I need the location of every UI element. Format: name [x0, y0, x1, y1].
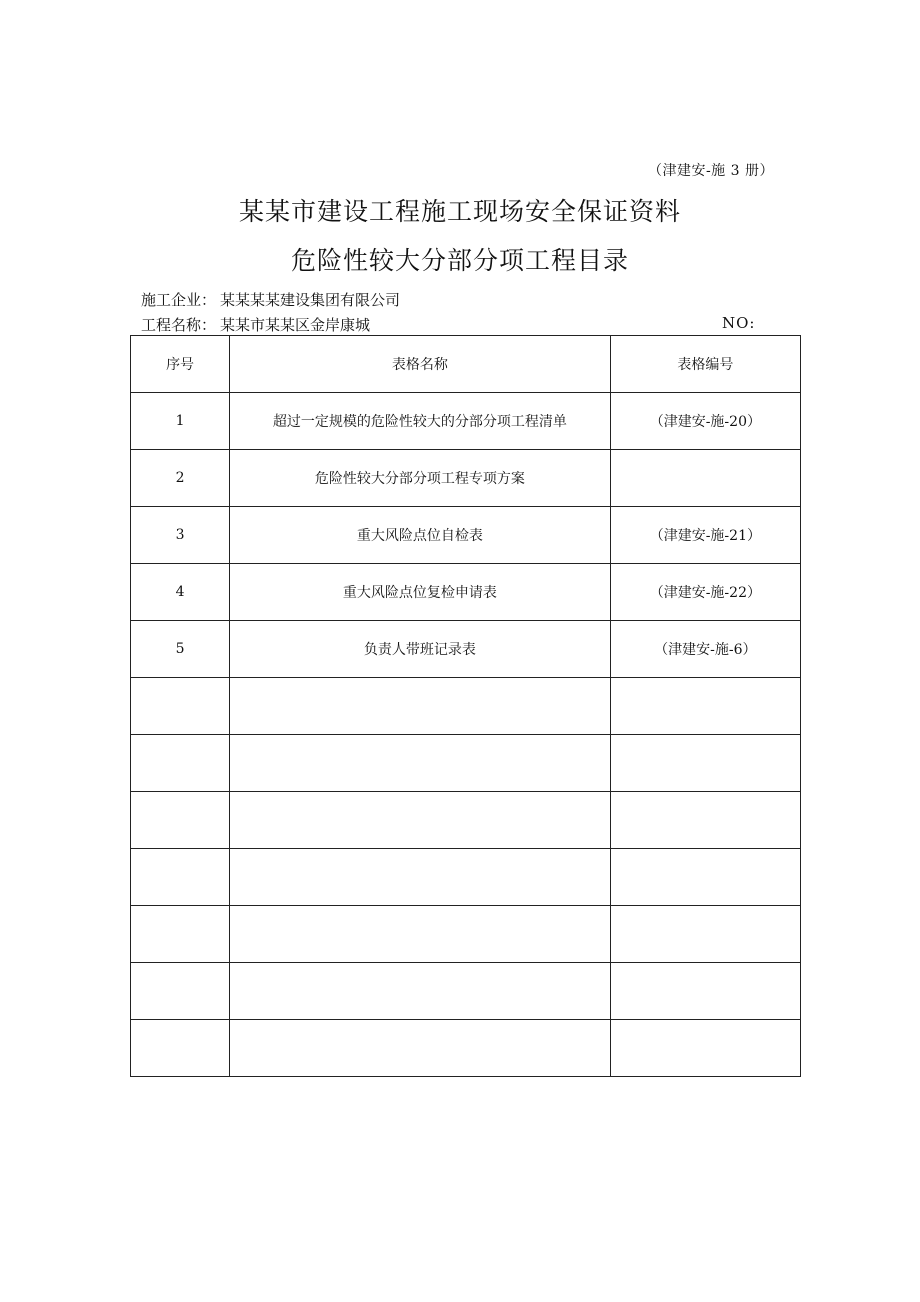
- cell-serial: [131, 963, 230, 1020]
- cell-form-name: 负责人带班记录表: [230, 621, 611, 678]
- table-row: [131, 450, 801, 507]
- project-value: 某某市某某区金岸康城: [220, 316, 371, 334]
- cell-form-name: [230, 906, 611, 963]
- cell-form-code: [610, 1020, 800, 1077]
- cell-form-name: 重大风险点位复检申请表: [230, 564, 611, 621]
- cell-form-name: [230, 678, 611, 735]
- number-label: NO:: [722, 314, 756, 332]
- table-row: [131, 849, 801, 906]
- cell-form-name: 重大风险点位自检表: [230, 507, 611, 564]
- cell-form-code: [610, 735, 800, 792]
- document-subtitle: 危险性较大分部分项工程目录: [290, 246, 629, 275]
- cell-serial: 1: [131, 393, 230, 450]
- cell-form-code: [610, 450, 800, 507]
- cell-form-name: [230, 963, 611, 1020]
- table-row: [131, 735, 801, 792]
- header-form-code: 表格编号: [610, 336, 800, 393]
- cell-form-code: （津建安-施-22）: [610, 564, 800, 621]
- table-row: [131, 393, 801, 450]
- table-header-row: [131, 336, 801, 393]
- cell-serial: [131, 678, 230, 735]
- document-title: 某某市建设工程施工现场安全保证资料: [238, 197, 681, 226]
- table-row: [131, 963, 801, 1020]
- cell-serial: [131, 735, 230, 792]
- cell-serial: [131, 792, 230, 849]
- table-row: [131, 906, 801, 963]
- cell-form-code: [610, 963, 800, 1020]
- company-value: 某某某某建设集团有限公司: [220, 291, 401, 309]
- cell-serial: [131, 1020, 230, 1077]
- cell-form-code: [610, 792, 800, 849]
- table-row: [131, 564, 801, 621]
- cell-form-code: [610, 906, 800, 963]
- cell-form-code: [610, 849, 800, 906]
- cell-form-name: 危险性较大分部分项工程专项方案: [230, 450, 611, 507]
- header-form-name: 表格名称: [230, 336, 611, 393]
- company-label: 施工企业：: [141, 291, 217, 309]
- table-row: [131, 507, 801, 564]
- table-row: [131, 792, 801, 849]
- cell-form-name: [230, 735, 611, 792]
- cell-serial: [131, 849, 230, 906]
- cell-form-code: （津建安-施-6）: [610, 621, 800, 678]
- company-line: [141, 289, 400, 310]
- cell-form-code: [610, 678, 800, 735]
- cell-form-name: 超过一定规模的危险性较大的分部分项工程清单: [230, 393, 611, 450]
- document-code: （津建安-施 3 册）: [647, 163, 774, 179]
- header-serial: 序号: [131, 336, 230, 393]
- cell-form-name: [230, 792, 611, 849]
- cell-form-name: [230, 849, 611, 906]
- table-row: [131, 1020, 801, 1077]
- table-row: [131, 678, 801, 735]
- project-line: [141, 314, 370, 335]
- cell-serial: 2: [131, 450, 230, 507]
- cell-form-name: [230, 1020, 611, 1077]
- cell-form-code: （津建安-施-20）: [610, 393, 800, 450]
- table-row: [131, 621, 801, 678]
- cell-serial: 4: [131, 564, 230, 621]
- cell-serial: 3: [131, 507, 230, 564]
- index-table: [130, 335, 801, 1077]
- project-label: 工程名称：: [141, 316, 217, 334]
- cell-serial: 5: [131, 621, 230, 678]
- cell-form-code: （津建安-施-21）: [610, 507, 800, 564]
- cell-serial: [131, 906, 230, 963]
